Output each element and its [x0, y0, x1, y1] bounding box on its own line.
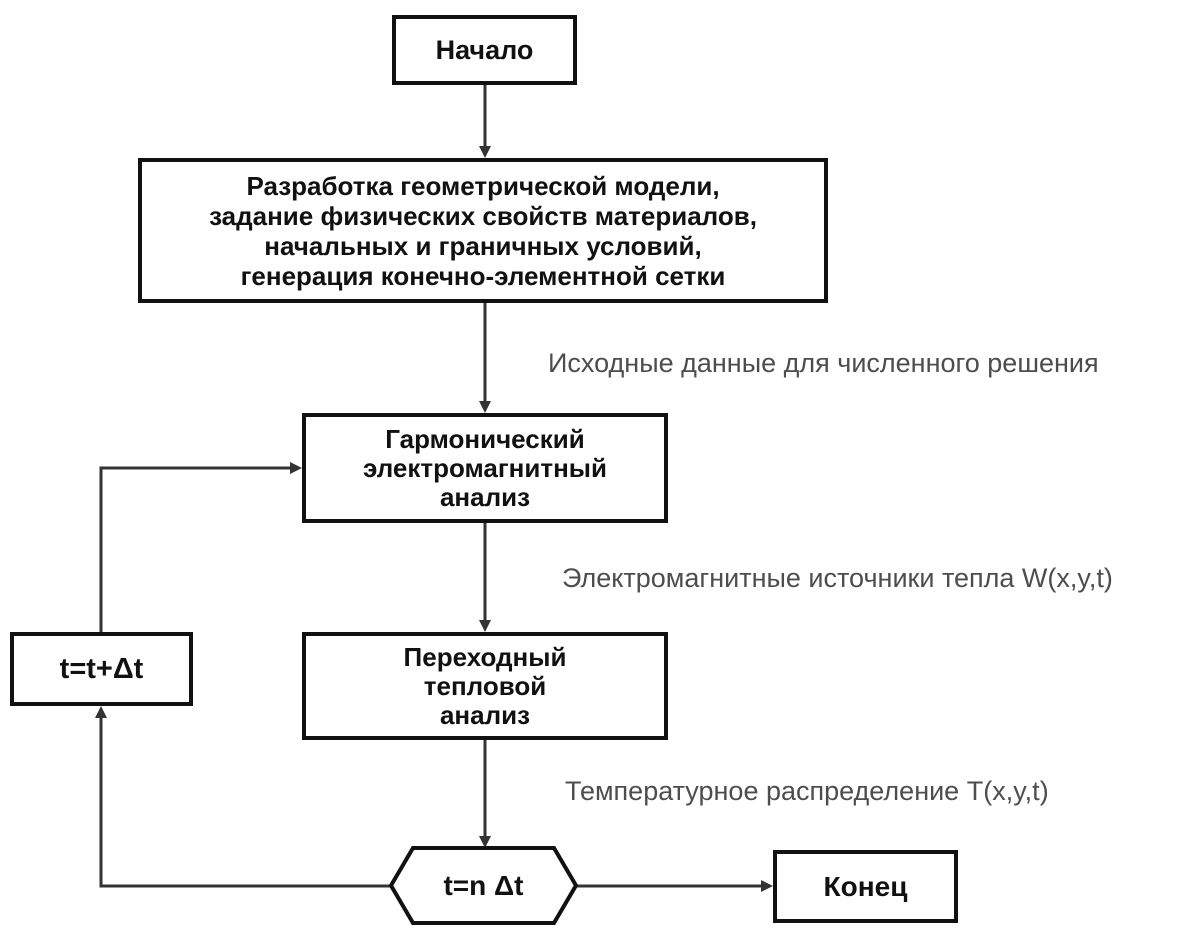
node-preprocessing-line: Разработка геометрической модели,	[246, 170, 720, 201]
node-decision-label: t=n Δt	[443, 869, 524, 901]
connector-timestep-harmonic	[101, 468, 292, 632]
node-thermal-line: анализ	[439, 699, 531, 730]
node-thermal-line: Переходный	[403, 641, 567, 672]
node-end-label: Конец	[823, 870, 908, 902]
node-harmonic-line: электромагнитный	[362, 452, 607, 483]
arrowhead-end	[761, 880, 773, 892]
node-time-step	[10, 632, 193, 706]
edge-label-heat-sources: Электромагнитные источники тепла W(x,y,t)	[562, 563, 1113, 593]
edge-label-initial-data: Исходные данные для численного решения	[548, 348, 1099, 378]
node-end	[773, 850, 958, 923]
node-thermal-line: тепловой	[423, 670, 547, 701]
node-preprocessing-line: начальных и граничных условий,	[264, 230, 702, 261]
edge-label-temperature: Температурное распределение T(x,y,t)	[565, 776, 1049, 806]
node-time-step-label: t=t+Δt	[59, 652, 144, 685]
arrowhead-preprocess	[479, 146, 491, 158]
node-preprocessing-line: генерация конечно-элементной сетки	[240, 260, 726, 291]
arrowhead-thermal	[479, 620, 491, 632]
node-thermal-analysis	[302, 632, 668, 740]
node-harmonic-line: анализ	[439, 481, 531, 512]
node-start-label: Начало	[435, 34, 534, 65]
node-preprocessing-line: задание физических свойств материалов,	[209, 200, 757, 231]
connector-decision-timestep	[101, 716, 391, 886]
node-preprocessing	[138, 158, 828, 303]
node-start	[392, 15, 577, 85]
node-harmonic-line: Гармонический	[385, 423, 585, 454]
arrowhead-harmonic	[479, 401, 491, 413]
node-harmonic-analysis	[302, 413, 668, 523]
arrowhead-harmonic-loop	[290, 462, 302, 474]
arrowhead-timestep	[95, 706, 107, 718]
